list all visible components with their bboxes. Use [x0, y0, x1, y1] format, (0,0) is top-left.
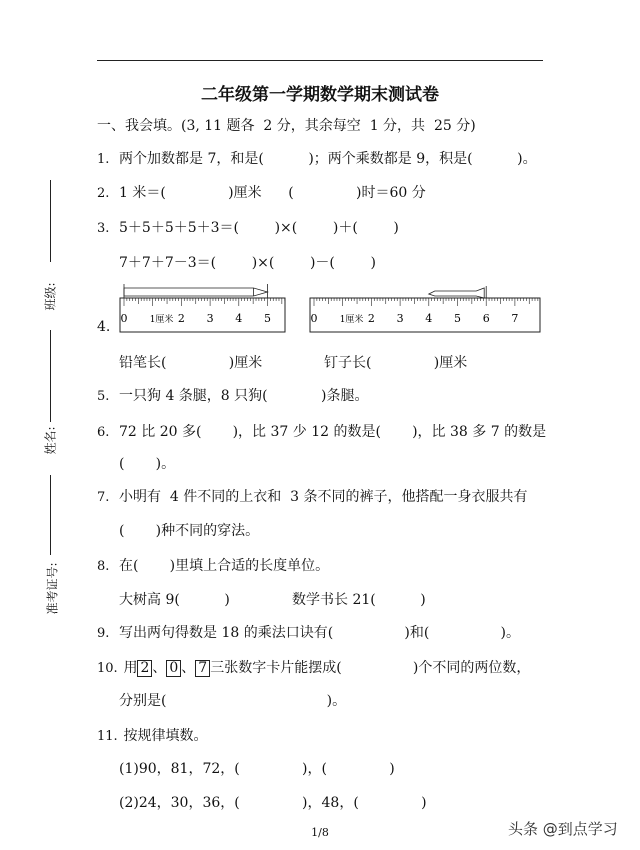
question-number: 10. [97, 661, 118, 676]
ruler-left [120, 298, 285, 332]
page-title: 二年级第一学期数学期末测试卷 [201, 85, 439, 105]
ruler-label: 2 [177, 312, 185, 325]
class-label: 班级: [43, 282, 58, 311]
question-number: 7. [97, 490, 110, 505]
question-7 [97, 488, 528, 507]
ruler-label: 3 [396, 312, 404, 325]
question-number: 11. [97, 729, 118, 744]
question-8-tree: 大树高 9( ) [119, 592, 230, 608]
question-text: 写出两句得数是 18 的乘法口诀有( )和( )。 [119, 625, 520, 641]
question-7-line2: ( )种不同的穿法。 [119, 523, 260, 539]
digit-card: 0 [166, 660, 181, 677]
ruler-label: 4 [425, 312, 433, 325]
ruler-label: 2 [367, 312, 375, 325]
question-number: 6. [97, 425, 110, 440]
question-3-line2: 7＋7＋7－3＝( )×( )－( ) [119, 255, 376, 271]
question-10-line2: 分别是( )。 [119, 693, 347, 709]
section-heading: 一、我会填。(3, 11 题各 2 分，其余每空 1 分，共 25 分) [97, 118, 476, 134]
question-11-sequence-2: (2)24，30，36，( )，48，( ) [119, 795, 427, 811]
pencil-answer: 铅笔长( )厘米 [119, 355, 263, 371]
nail-answer: 钉子长( )厘米 [324, 355, 468, 371]
question-text: 一只狗 4 条腿，8 只狗( )条腿。 [119, 388, 369, 404]
question-text: 72 比 20 多( )，比 37 少 12 的数是( )，比 38 多 7 的数是 [119, 424, 547, 440]
question-text: 用 [123, 660, 138, 676]
separator: 、 [181, 660, 196, 676]
question-8 [97, 557, 329, 576]
question-text: 在( )里填上合适的长度单位。 [119, 558, 330, 574]
name-label: 姓名: [43, 426, 58, 455]
ruler-label: 1厘米 [339, 315, 364, 325]
question-number: 2. [97, 186, 110, 201]
ruler-label: 5 [264, 312, 271, 325]
question-number: 9. [97, 626, 110, 641]
question-number: 3. [97, 221, 110, 236]
question-6 [97, 423, 546, 442]
digit-card: 2 [137, 660, 152, 677]
question-10 [97, 659, 530, 678]
ruler-label: 1厘米 [149, 315, 174, 325]
digit-card: 7 [195, 660, 210, 677]
question-6-line2: ( )。 [119, 456, 176, 472]
question-4-number: 4. [97, 319, 111, 335]
ruler-label: 0 [310, 312, 318, 325]
page-number: 1/8 [311, 826, 329, 839]
nail-icon [429, 288, 484, 298]
ruler-label: 6 [482, 312, 490, 325]
question-text: 按规律填数。 [123, 728, 208, 744]
ruler-label: 7 [511, 312, 519, 325]
question-11 [97, 727, 207, 746]
question-11-sequence-1: (1)90，81，72，( )，( ) [119, 761, 395, 777]
separator: 、 [152, 660, 167, 676]
question-number: 1. [97, 152, 110, 167]
ruler-label: 4 [235, 312, 243, 325]
question-number: 8. [97, 559, 110, 574]
question-text: 两个加数都是 7，和是( )；两个乘数都是 9，积是( )。 [119, 151, 537, 167]
question-8-book: 数学书长 21( ) [292, 592, 426, 608]
pencil-icon [124, 288, 268, 296]
question-text: 1 米＝( )厘米 ( )时＝60 分 [119, 185, 426, 201]
ruler-label: 3 [206, 312, 214, 325]
question-5 [97, 387, 369, 406]
question-text: 三张数字卡片能摆成( )个不同的两位数， [210, 660, 531, 676]
question-number: 5. [97, 389, 110, 404]
watermark: 头条 @到点学习 [508, 820, 618, 838]
question-9 [97, 624, 520, 643]
exam-id-label: 准考证号: [45, 562, 60, 615]
question-text: 小明有 4 件不同的上衣和 3 条不同的裤子，他搭配一身衣服共有 [119, 489, 528, 505]
ruler-label: 5 [454, 312, 461, 325]
ruler-label: 0 [120, 312, 128, 325]
question-text: 5＋5＋5＋5＋3＝( )×( )＋( ) [119, 220, 399, 236]
